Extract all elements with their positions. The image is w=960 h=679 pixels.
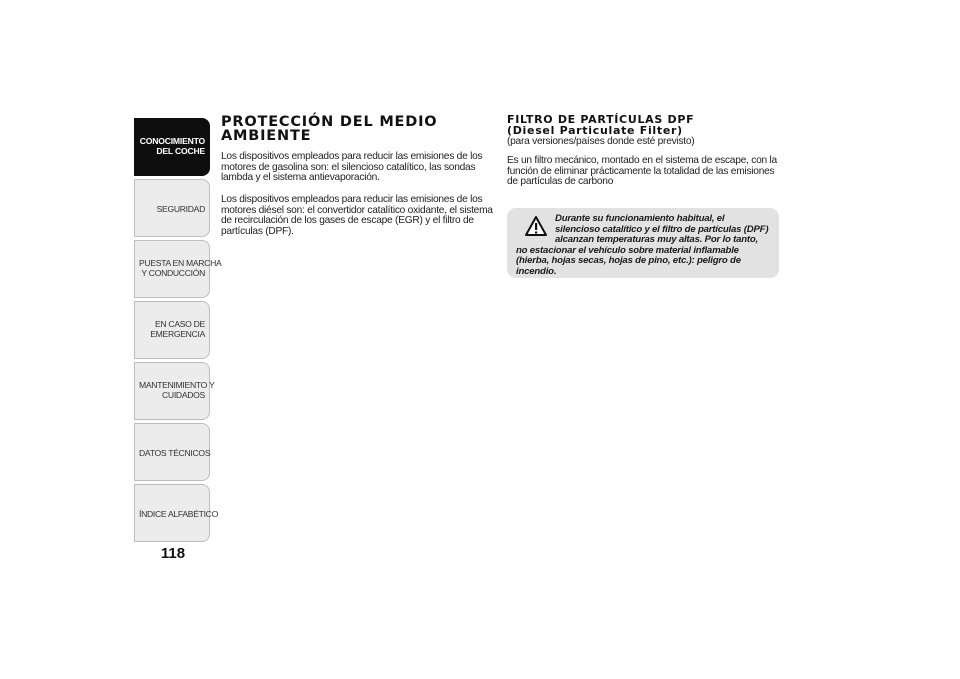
paragraph-diesel: Los dispositivos empleados para reducir las emisiones de los motores diésel son: el convertidor catalítico oxidante, el sistema de recirculación de los gases de escape (EGR) y el filtro de partículas (DPF). (221, 194, 493, 237)
paragraph-gasoline: Los dispositivos empleados para reducir las emisiones de los motores de gasolina son: el silencioso catalítico, las sondas lambda y el sistema antievaporación. (221, 151, 483, 184)
warning-triangle-icon (525, 216, 547, 236)
tab-mantenimiento-y-cuidados[interactable] (134, 362, 215, 420)
dpf-subtitle: (para versiones/países donde esté previsto) (507, 136, 695, 147)
tab-datos-tecnicos[interactable] (134, 423, 210, 481)
paragraph-dpf-description: Es un filtro mecánico, montado en el sistema de escape, con la función de eliminar prácticamente la totalidad de las emisiones de partículas de carbono (507, 155, 777, 188)
warning-text: Durante su funcionamiento habitual, el silencioso catalítico y el filtro de partículas (DPF) alcanzan temperaturas muy altas. Por lo tanto, no estacionar el vehículo sobre material inflamable (hierba, hojas secas, hojas de pino, etc.): peligro de incendio. (516, 213, 769, 277)
tab-label-line2: EMERGENCIA (150, 329, 205, 339)
tab-indice-alfabetico[interactable] (134, 484, 218, 542)
tab-label-line1: PUESTA EN MARCHA (139, 258, 222, 268)
tab-label-line1: DATOS TÉCNICOS (139, 448, 211, 458)
page-number: 118 (160, 545, 186, 562)
tab-label-line1: EN CASO DE (154, 319, 205, 329)
tab-puesta-en-marcha[interactable] (134, 240, 222, 298)
heading-line2: (Diesel Particulate Filter) (507, 123, 683, 137)
tab-conocimiento-del-coche[interactable] (134, 118, 210, 176)
tab-label-line1: MANTENIMIENTO Y (139, 380, 215, 390)
tab-label-line1: CONOCIMIENTO (139, 136, 205, 146)
section-heading (221, 115, 437, 143)
tab-seguridad[interactable] (134, 179, 210, 237)
tab-label-line1: SEGURIDAD (156, 204, 205, 214)
tab-label-line2: CUIDADOS (162, 390, 205, 400)
tab-label-line2: DEL COCHE (156, 146, 205, 156)
tab-label-line1: ÍNDICE ALFABÉTICO (139, 509, 218, 519)
tab-label-line2: Y CONDUCCIÓN (141, 268, 205, 278)
tab-en-caso-de-emergencia[interactable] (134, 301, 210, 359)
dpf-heading (507, 115, 694, 136)
heading-line1: PROTECCIÓN DEL MEDIO (221, 114, 438, 130)
heading-line2: AMBIENTE (221, 128, 312, 144)
heading-line1: FILTRO DE PARTÍCULAS DPF (507, 113, 695, 126)
warning-box (507, 208, 779, 278)
